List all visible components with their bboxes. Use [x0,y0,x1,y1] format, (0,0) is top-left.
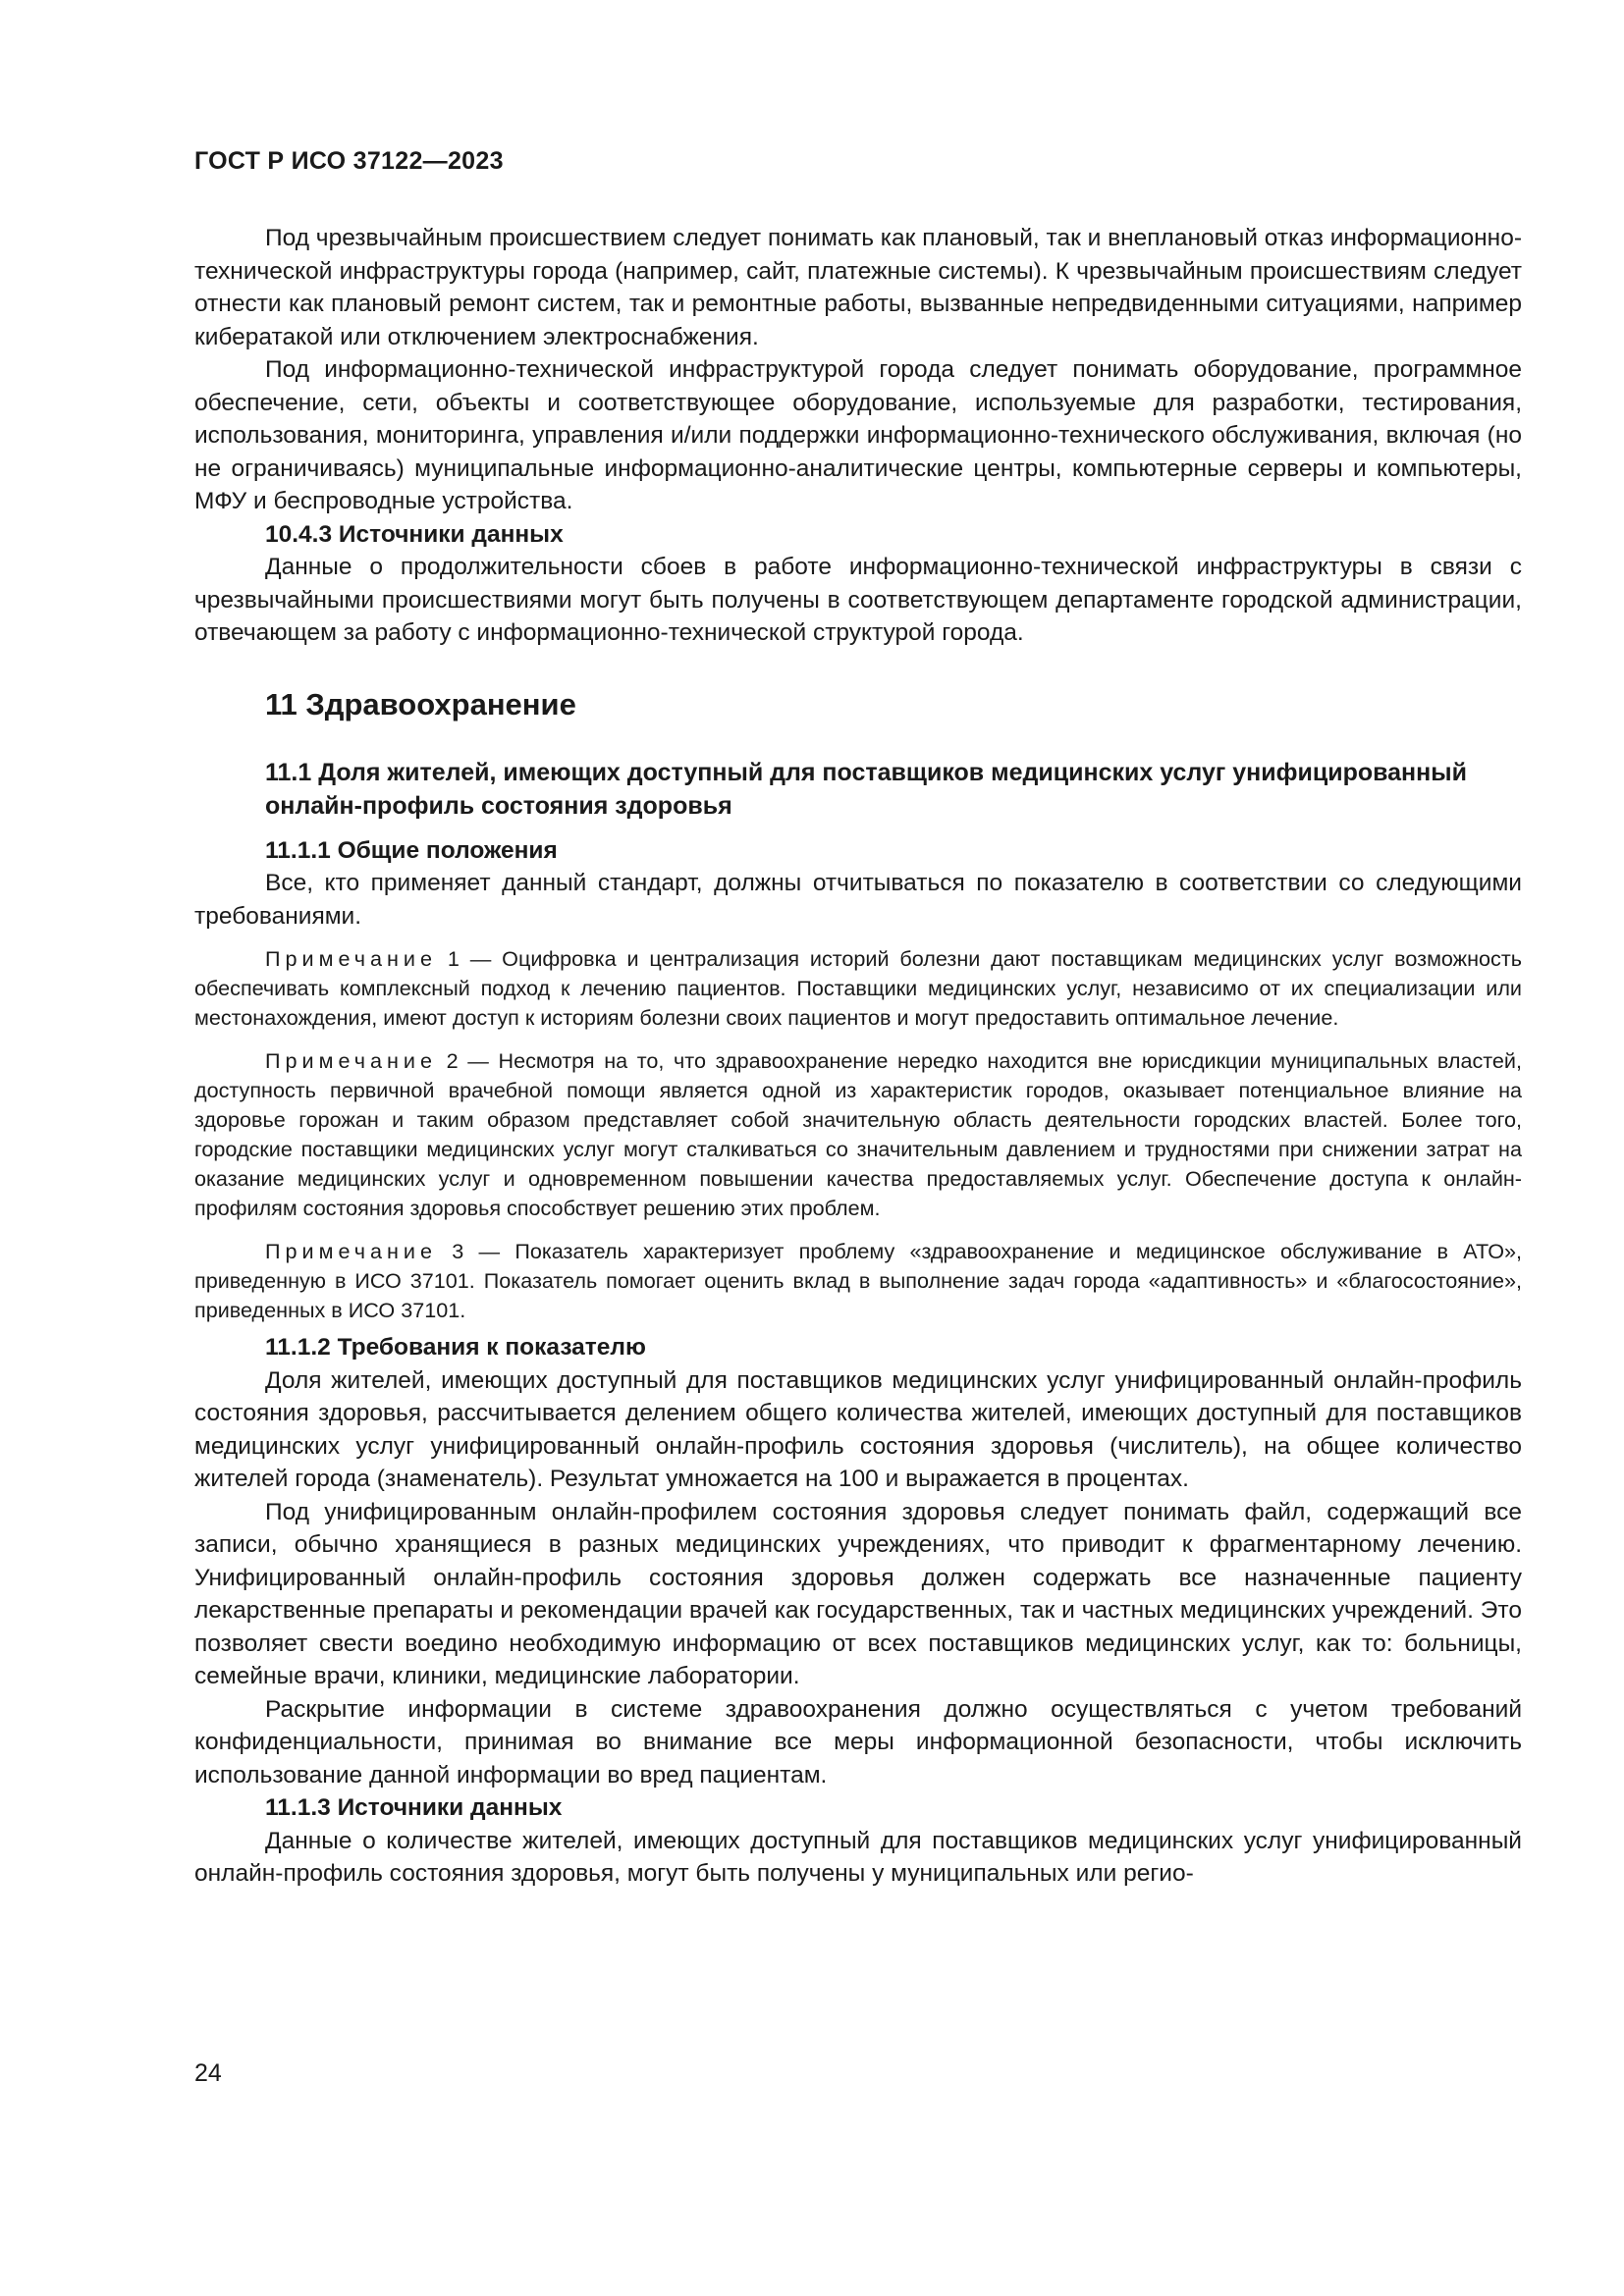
paragraph-11-1-2-privacy: Раскрытие информации в системе здравоохранения должно осуществляться с учетом требований конфиденциальности, принимая во внимание все меры информационной безопасности, чтобы исключить использование данной информации во вред пациентам. [194,1695,1522,1789]
note-text: 1 — Оцифровка и централизация историй болезни дают поставщикам медицинских услуг возможность обеспечивать комплексный подход к лечению пациентов. Поставщики медицинских услуг, независимо от их специализации или местонахождения, имеют доступ к историям болезни своих пациентов и могут предоставить оптимальное лечение. [194,946,1522,1030]
heading-11-1-2: 11.1.2 Требования к показателю [265,1334,646,1361]
paragraph-11-1-2-profile: Под унифицированным онлайн-профилем состояния здоровья следует понимать файл, содержащий все записи, обычно хранящиеся в разных медицинских учреждениях, что приводит к фрагментарному лечению. Унифицированный онлайн-профиль состояния здоровья должен содержать все назначенные пациенту лекарственные препараты и рекомендации врачей как государственных, так и частных медицинских учреждений. Это позволяет свести воедино необходимую информацию от всех поставщиков медицинских услуг, как то: больницы, семейные врачи, клиники, медицинские лаборатории. [194,1498,1522,1689]
heading-11-1-3: 11.1.3 Источники данных [265,1794,563,1821]
page-content [194,222,1522,1891]
heading-11-1-1: 11.1.1 Общие положения [265,836,558,864]
note-3 [194,1237,1522,1325]
note-label: Примечание [265,946,437,971]
note-1 [194,944,1522,1033]
note-text: 2 — Несмотря на то, что здравоохранение нередко находится вне юрисдикции муниципальных властей, доступность первичной врачебной помощи является одной из характеристик городов, оказывает потенциальное влияние на здоровье горожан и таким образом представляет собой значительную область деятельности городских властей. Более того, городские поставщики медицинских услуг могут сталкиваться со значительным давлением и трудностями при снижении затрат на оказание медицинских услуг и одновременном повышении качества предоставляемых услуг. Обеспечение доступа к онлайн-профилям состояния здоровья способствует решению этих проблем. [194,1048,1522,1220]
page-number: 24 [194,2059,222,2087]
paragraph-11-1-2-formula: Доля жителей, имеющих доступный для поставщиков медицинских услуг унифицированный онлайн-профиль состояния здоровья, рассчитывается делением общего количества жителей, имеющих доступный для поставщиков медицинских услуг унифицированный онлайн-профиль состояния здоровья (числитель), на общее количество жителей города (знаменатель). Результат умножается на 100 и выражается в процентах. [194,1366,1522,1492]
paragraph-emergency-definition: Под чрезвычайным происшествием следует понимать как плановый, так и внеплановый отказ информационно-технической инфраструктуры города (например, сайт, платежные системы). К чрезвычайным происшествиям следует отнести как плановый ремонт систем, так и ремонтные работы, вызванные непредвиденными ситуациями, например кибератакой или отключением электроснабжения. [194,225,1522,350]
note-text: 3 — Показатель характеризует проблему «здравоохранение и медицинское обслуживание в АТО», приведенную в ИСО 37101. Показатель помогает оценить вклад в выполнение задач города «адаптивность» и «благосостояние», приведенных в ИСО 37101. [194,1239,1522,1322]
paragraph-11-1-1: Все, кто применяет данный стандарт, должны отчитываться по показателю в соответствии со следующими требованиями. [194,870,1522,930]
note-2 [194,1046,1522,1223]
paragraph-10-4-3: Данные о продолжительности сбоев в работе информационно-технической инфраструктуры в связи с чрезвычайными происшествиями могут быть получены в соответствующем департаменте городской администрации, отвечающем за работу с информационно-технической структурой города. [194,554,1522,646]
paragraph-it-infrastructure-definition: Под информационно-технической инфраструктурой города следует понимать оборудование, программное обеспечение, сети, объекты и соответствующее оборудование, используемые для разработки, тестирования, использования, мониторинга, управления и/или поддержки информационно-технического обслуживания, включая (но не ограничиваясь) муниципальные информационно-аналитические центры, компьютерные серверы и компьютеры, МФУ и беспроводные устройства. [194,356,1522,514]
section-heading-11: 11 Здравоохранение [265,686,576,721]
section-heading-11-1: 11.1 Доля жителей, имеющих доступный для поставщиков медицинских услуг унифицированный онлайн-профиль состояния здоровья [265,758,1467,820]
paragraph-11-1-3: Данные о количестве жителей, имеющих доступный для поставщиков медицинских услуг унифицированный онлайн-профиль состояния здоровья, могут быть получены у муниципальных или регио- [194,1827,1522,1887]
note-label: Примечание [265,1048,437,1073]
heading-10-4-3: 10.4.3 Источники данных [265,520,564,548]
document-header: ГОСТ Р ИСО 37122—2023 [194,147,504,175]
note-label: Примечание [265,1239,437,1263]
